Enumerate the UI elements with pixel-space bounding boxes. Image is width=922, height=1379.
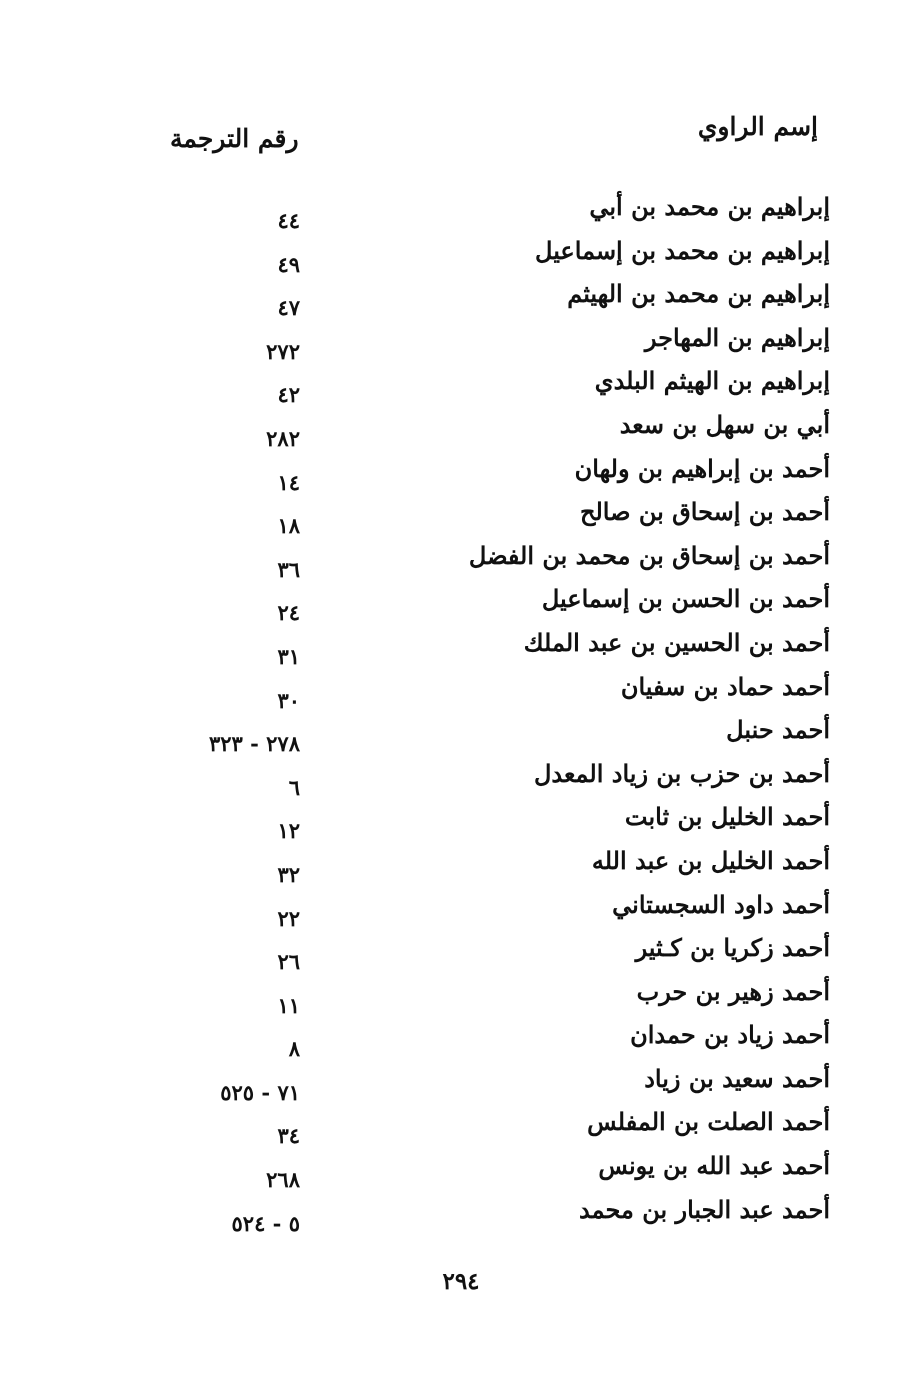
narrator-name: أحمد بن حزب بن زياد المعدل bbox=[533, 758, 830, 788]
biography-number: ٣٦ bbox=[277, 556, 300, 582]
narrator-name: أحمد الخليل بن ثابت bbox=[624, 802, 830, 832]
biography-number: ٤٢ bbox=[277, 382, 300, 408]
narrator-name: أحمد بن الحسين بن عبد الملك bbox=[523, 627, 830, 657]
narrator-list bbox=[150, 188, 840, 1234]
biography-number: ٦ bbox=[288, 774, 300, 800]
narrator-name: أحمد بن إسحاق بن محمد بن الفضل bbox=[468, 540, 830, 570]
biography-number: ٤٩ bbox=[277, 251, 300, 277]
narrator-name: أحمد بن إسحاق بن صالح bbox=[580, 497, 830, 527]
list-item bbox=[150, 1147, 840, 1191]
narrator-name: أحمد سعيد بن زياد bbox=[644, 1063, 830, 1093]
biography-number: ١٨ bbox=[277, 513, 300, 539]
list-item bbox=[150, 188, 840, 232]
narrator-name: أحمد بن الحسن بن إسماعيل bbox=[541, 584, 830, 614]
table-header bbox=[150, 112, 830, 160]
biography-number: ٣٢ bbox=[277, 861, 300, 887]
list-item bbox=[150, 1060, 840, 1104]
biography-number: ٢٢ bbox=[277, 905, 300, 931]
list-item bbox=[150, 1103, 840, 1147]
list-item bbox=[150, 624, 840, 668]
list-item bbox=[150, 232, 840, 276]
narrator-name: أحمد زهير بن حرب bbox=[636, 976, 830, 1006]
biography-number: ٢٤ bbox=[277, 600, 300, 626]
narrator-name: إبراهيم بن الهيثم البلدي bbox=[594, 366, 830, 396]
list-item bbox=[150, 842, 840, 886]
list-item bbox=[150, 537, 840, 581]
narrator-name: إبراهيم بن المهاجر bbox=[644, 322, 830, 352]
biography-number: ٢٦ bbox=[277, 949, 300, 975]
biography-number: ٤٤ bbox=[277, 208, 300, 233]
biography-number: ٢٨٢ bbox=[266, 425, 300, 451]
biography-number: ٤٧ bbox=[277, 295, 300, 321]
biography-number: ٣٤ bbox=[277, 1123, 300, 1149]
list-item bbox=[150, 929, 840, 973]
biography-number: ١٢ bbox=[277, 818, 300, 844]
narrator-name: أحمد بن إبراهيم بن ولهان bbox=[574, 453, 830, 483]
biography-number-heading: رقم الترجمة bbox=[170, 124, 299, 153]
biography-number: ١١ bbox=[277, 992, 300, 1018]
narrator-name: أحمد الخليل بن عبد الله bbox=[591, 845, 830, 875]
page-number: ٢٩٤ bbox=[442, 1268, 480, 1295]
list-item bbox=[150, 450, 840, 494]
biography-number: ٢٧٢ bbox=[266, 338, 300, 364]
biography-number: ٣٠ bbox=[277, 687, 300, 713]
narrator-name: أحمد داود السجستاني bbox=[612, 889, 830, 919]
narrator-name: أحمد زكريا بن كـثير bbox=[635, 933, 830, 963]
narrator-name: إبراهيم بن محمد بن أبي bbox=[589, 192, 830, 221]
narrator-name: إبراهيم بن محمد بن الهيثم bbox=[567, 279, 830, 309]
narrator-name: أبي بن سهل بن سعد bbox=[619, 409, 830, 439]
list-item bbox=[150, 493, 840, 537]
biography-number: ٧١ - ٥٢٥ bbox=[220, 1079, 300, 1105]
narrator-name: أحمد زياد بن حمدان bbox=[630, 1020, 830, 1050]
list-item bbox=[150, 1191, 840, 1235]
biography-number: ٨ bbox=[288, 1036, 300, 1062]
list-item bbox=[150, 973, 840, 1017]
narrator-name: أحمد حماد بن سفيان bbox=[620, 671, 830, 701]
narrator-name: أحمد حنبل bbox=[726, 715, 830, 745]
narrator-name: أحمد الصلت بن المفلس bbox=[587, 1107, 830, 1137]
list-item bbox=[150, 580, 840, 624]
narrator-name: إبراهيم بن محمد بن إسماعيل bbox=[535, 235, 830, 265]
narrator-name-heading: إسم الراوي bbox=[697, 112, 818, 141]
list-item bbox=[150, 886, 840, 930]
biography-number: ٣١ bbox=[277, 643, 300, 669]
list-item bbox=[150, 755, 840, 799]
biography-number: ٢٦٨ bbox=[266, 1167, 300, 1193]
list-item bbox=[150, 668, 840, 712]
narrator-name: أحمد عبد الله بن يونس bbox=[598, 1151, 830, 1181]
list-item bbox=[150, 362, 840, 406]
biography-number: ٢٧٨ - ٣٢٣ bbox=[208, 731, 300, 757]
narrator-name: أحمد عبد الجبار بن محمد bbox=[579, 1194, 830, 1224]
list-item bbox=[150, 1016, 840, 1060]
list-item bbox=[150, 275, 840, 319]
list-item bbox=[150, 406, 840, 450]
biography-number: ١٤ bbox=[277, 469, 300, 495]
biography-number: ٥ - ٥٢٤ bbox=[231, 1210, 300, 1236]
list-item bbox=[150, 319, 840, 363]
list-item bbox=[150, 798, 840, 842]
list-item bbox=[150, 711, 840, 755]
